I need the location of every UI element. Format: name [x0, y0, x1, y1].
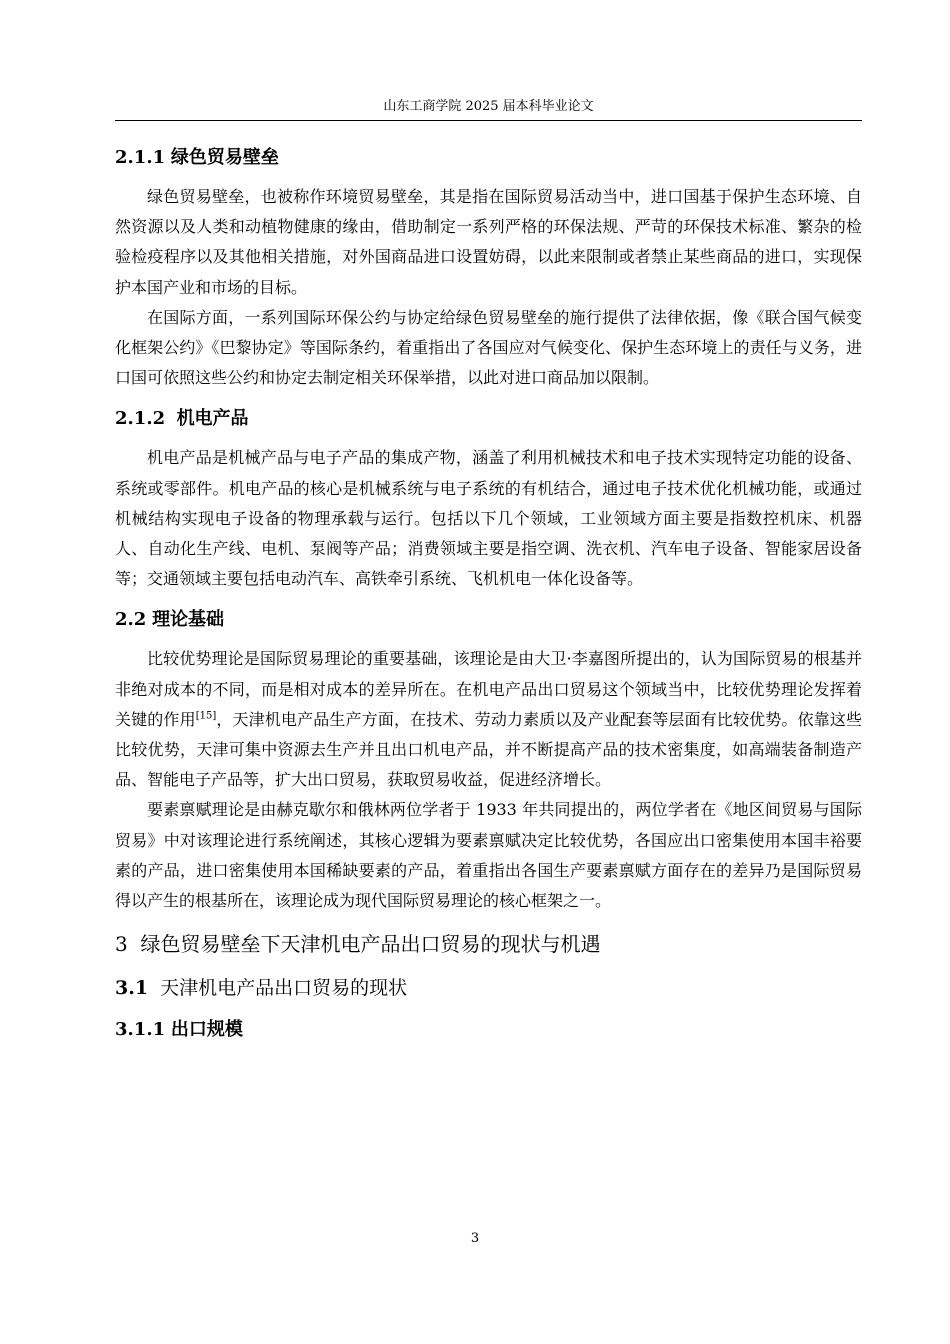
heading-3-1 — [115, 966, 862, 1010]
paragraph: 在国际方面，一系列国际环保公约与协定给绿色贸易壁垒的施行提供了法律依据，像《联合国气候变化框架公约》《巴黎协定》等国际条约，着重指出了各国应对气候变化、保护生态环境上的责任与义务，进口国可依照这些公约和协定去制定相关环保举措，以此对进口商品加以限制。 — [115, 307, 862, 388]
paragraph-text: 比较优势理论是国际贸易理论的重要基础，该理论是由大卫·李嘉图所提出的，认为国际贸易的根基并非绝对成本的不同，而是相对成本的差异所在。在机电产品出口贸易这个领域当中，比较优势理论发挥着关键的作用 — [115, 649, 862, 729]
heading-title: 天津机电产品出口贸易的现状 — [160, 977, 408, 1000]
paragraph: 绿色贸易壁垒，也被称作环境贸易壁垒，其是指在国际贸易活动当中，进口国基于保护生态环境、自然资源以及人类和动植物健康的缘由，借助制定一系列严格的环保法规、严苛的环保技术标准、繁杂的检验检疫程序以及其他相关措施，对外国商品进口设置妨碍，以此来限制或者禁止某些商品的进口，实现保护本国产业和市场的目标。 — [115, 187, 862, 297]
paragraph: 要素禀赋理论是由赫克歇尔和俄林两位学者于 1933 年共同提出的，两位学者在《地区间贸易与国际贸易》中对该理论进行系统阐述，其核心逻辑为要素禀赋决定比较优势，各国应出口密集使用本国丰裕要素的产品，进口密集使用本国稀缺要素的产品，着重指出各国生产要素禀赋方面存在的差异乃是国际贸易得以产生的根基所在，该理论成为现代国际贸易理论的核心框架之一。 — [115, 800, 862, 911]
paragraph: 机电产品是机械产品与电子产品的集成产物，涵盖了利用机械技术和电子技术实现特定功能的设备、系统或零部件。机电产品的核心是机械系统与电子系统的有机结合，通过电子技术优化机械功能，或通过机械结构实现电子设备的物理承载与运行。包括以下几个领域，工业领域方面主要是指数控机床、机器人、自动化生产线、电机、泵阀等产品；消费领域主要是指空调、洗衣机、汽车电子设备、智能家居设备等；交通领域主要包括电动汽车、高铁牵引系统、飞机机电一体化设备等。 — [115, 448, 862, 589]
heading-title: 绿色贸易壁垒 — [170, 147, 279, 168]
heading-number: 3.1 — [115, 977, 149, 1000]
heading-3 — [115, 922, 862, 966]
heading-title: 机电产品 — [176, 408, 249, 430]
paragraph-text: ，天津机电产品生产方面，在技术、劳动力素质以及产业配套等层面有比较优势。依靠这些比较优势，天津可集中资源去生产并且出口机电产品，并不断提高产品的技术密集度，如高端装备制造产品、智能电子产品等，扩大出口贸易，获取贸易收益，促进经济增长。 — [115, 709, 862, 790]
page-number: 3 — [470, 1231, 480, 1246]
heading-title: 绿色贸易壁垒下天津机电产品出口贸易的现状与机遇 — [140, 932, 601, 957]
heading-number: 2.1.1 — [115, 147, 166, 168]
heading-2-1-1 — [115, 138, 862, 178]
heading-title: 出口规模 — [170, 1019, 243, 1041]
page-content — [115, 138, 862, 1050]
page-header: 山东工商学院 2025 届本科毕业论文 — [115, 96, 862, 121]
heading-2-2 — [115, 600, 862, 640]
heading-title: 理论基础 — [152, 609, 225, 631]
heading-number: 3.1.1 — [115, 1019, 166, 1041]
heading-number: 3 — [115, 932, 128, 957]
heading-number: 2.2 — [115, 609, 147, 631]
citation-ref: [15] — [195, 710, 217, 722]
heading-number: 2.1.2 — [115, 408, 166, 430]
heading-3-1-1 — [115, 1010, 862, 1050]
heading-2-1-2 — [115, 399, 862, 439]
paragraph — [115, 644, 862, 795]
